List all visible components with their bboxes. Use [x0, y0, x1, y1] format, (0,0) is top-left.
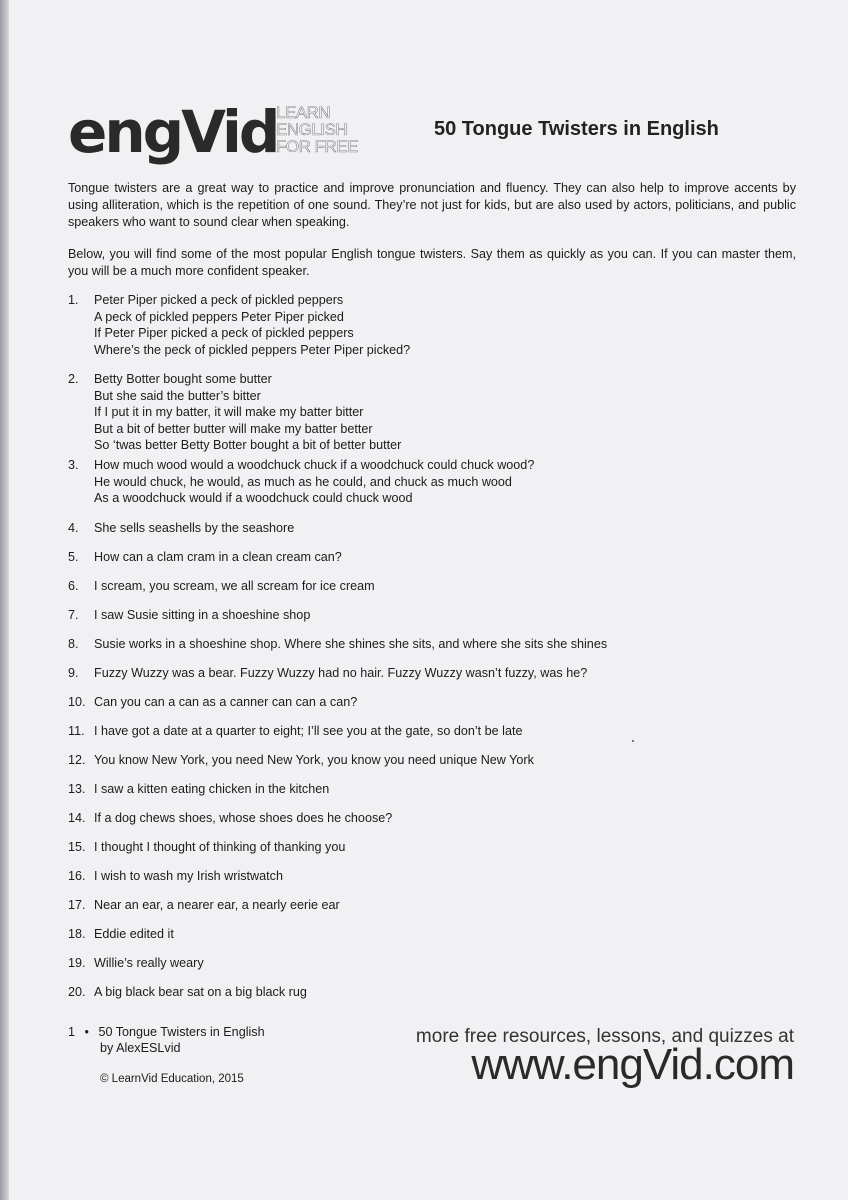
item-number: 19. [68, 956, 86, 970]
twister-line: A big black bear sat on a big black rug [94, 985, 307, 999]
item-lines [94, 578, 375, 595]
item-lines [94, 520, 294, 537]
item-lines [94, 781, 329, 798]
document-title: 50 Tongue Twisters in English [434, 118, 719, 140]
twister-line: Willie’s really weary [94, 956, 204, 970]
item-number: 15. [68, 840, 86, 854]
item-number: 13. [68, 782, 86, 796]
item-number: 8. [68, 637, 79, 651]
scan-speck [632, 740, 634, 742]
twister-line: I scream, you scream, we all scream for ice cream [94, 579, 375, 593]
item-lines [94, 897, 340, 914]
bullet: • [84, 1025, 89, 1039]
footer-citation [68, 1024, 265, 1056]
twister-line: Susie works in a shoeshine shop. Where she shines she sits, and where she sits she shines [94, 637, 608, 651]
twister-line: Betty Botter bought some butter [94, 372, 272, 386]
twister-line: A peck of pickled peppers Peter Piper picked [94, 309, 344, 324]
item-lines [94, 292, 410, 358]
twister-line: So ‘twas better Betty Botter bought a bit of better butter [94, 438, 402, 453]
footer-author: by AlexESLvid [100, 1041, 181, 1055]
twister-line: But she said the butter’s bitter [94, 388, 261, 403]
item-lines [94, 665, 587, 682]
twister-line: I wish to wash my Irish wristwatch [94, 869, 283, 883]
item-number: 6. [68, 579, 79, 593]
page-header [68, 100, 808, 170]
twister-line: You know New York, you need New York, you know you need unique New York [94, 753, 534, 767]
logo-tagline-line: LEARN [276, 103, 331, 122]
twister-line: Peter Piper picked a peck of pickled peppers [94, 293, 344, 307]
twister-line: I thought I thought of thinking of thanking you [94, 840, 346, 854]
page-number: 1 [68, 1025, 76, 1039]
twister-line: I saw a kitten eating chicken in the kitchen [94, 782, 330, 796]
item-lines [94, 810, 392, 827]
twister-line: But a bit of better butter will make my batter better [94, 421, 373, 436]
item-number: 14. [68, 811, 86, 825]
twister-line: As a woodchuck would if a woodchuck could chuck wood [94, 491, 413, 506]
item-lines [94, 984, 307, 1001]
item-number: 17. [68, 898, 86, 912]
item-lines [94, 694, 357, 711]
twister-line: How much wood would a woodchuck chuck if a woodchuck could chuck wood? [94, 458, 535, 472]
item-lines [94, 868, 283, 885]
item-lines [94, 839, 345, 856]
intro-paragraph: Below, you will find some of the most popular English tongue twisters. Say them as quickly as you can. If you can master them, you will be a much more confident speaker. [68, 247, 796, 278]
engvid-logo: engVid [68, 98, 278, 166]
twister-line: Near an ear, a nearer ear, a nearly eerie ear [94, 898, 340, 912]
item-number: 20. [68, 985, 86, 999]
twister-line: If Peter Piper picked a peck of pickled peppers [94, 326, 354, 341]
twister-line: Fuzzy Wuzzy was a bear. Fuzzy Wuzzy had no hair. Fuzzy Wuzzy wasn’t fuzzy, was he? [94, 666, 588, 680]
item-lines [94, 457, 534, 507]
resources-text: more free resources, lessons, and quizzes at [415, 1026, 794, 1047]
twister-line: Where’s the peck of pickled peppers Peter Piper picked? [94, 342, 411, 357]
twister-line: Eddie edited it [94, 927, 174, 941]
item-lines [94, 955, 204, 972]
item-lines [94, 549, 342, 566]
item-number: 10. [68, 695, 86, 709]
intro-paragraph: Tongue twisters are a great way to practice and improve pronunciation and fluency. They can also help to improve accents by using alliteration, which is the repetition of one sound. They’re not just for kids, but are also used by actors, politicians, and public speakers who want to sound clear when speaking. [68, 181, 796, 229]
item-number: 5. [68, 550, 79, 564]
twister-line: If I put it in my batter, it will make my batter bitter [94, 405, 364, 420]
item-lines [94, 752, 534, 769]
item-lines [94, 371, 401, 454]
item-number: 1. [68, 293, 79, 307]
scan-edge [0, 0, 9, 1200]
item-number: 18. [68, 927, 86, 941]
twister-line: He would chuck, he would, as much as he could, and chuck as much wood [94, 474, 512, 489]
copyright: © LearnVid Education, 2015 [100, 1073, 244, 1085]
twister-line: I have got a date at a quarter to eight; I’ll see you at the gate, so don’t be late [94, 724, 523, 738]
twister-line: I saw Susie sitting in a shoeshine shop [94, 608, 311, 622]
twister-line: She sells seashells by the seashore [94, 521, 295, 535]
item-number: 16. [68, 869, 86, 883]
item-lines [94, 607, 310, 624]
item-number: 9. [68, 666, 79, 680]
item-lines [94, 723, 522, 740]
logo-tagline-line: FOR FREE [276, 137, 358, 156]
twister-line: How can a clam cram in a clean cream can? [94, 550, 342, 564]
item-number: 7. [68, 608, 79, 622]
twister-line: If a dog chews shoes, whose shoes does he choose? [94, 811, 393, 825]
item-number: 3. [68, 458, 79, 472]
twister-line: Can you can a can as a canner can can a can? [94, 695, 358, 709]
item-number: 12. [68, 753, 86, 767]
site-url: www.engVid.com [471, 1040, 794, 1089]
item-lines [94, 636, 607, 653]
logo-tagline-line: ENGLISH [276, 120, 348, 139]
item-number: 2. [68, 372, 79, 386]
item-number: 11. [68, 724, 85, 738]
footer-doc-title: 50 Tongue Twisters in English [98, 1025, 265, 1039]
item-lines [94, 926, 174, 943]
logo-tagline [276, 104, 358, 155]
item-number: 4. [68, 521, 79, 535]
